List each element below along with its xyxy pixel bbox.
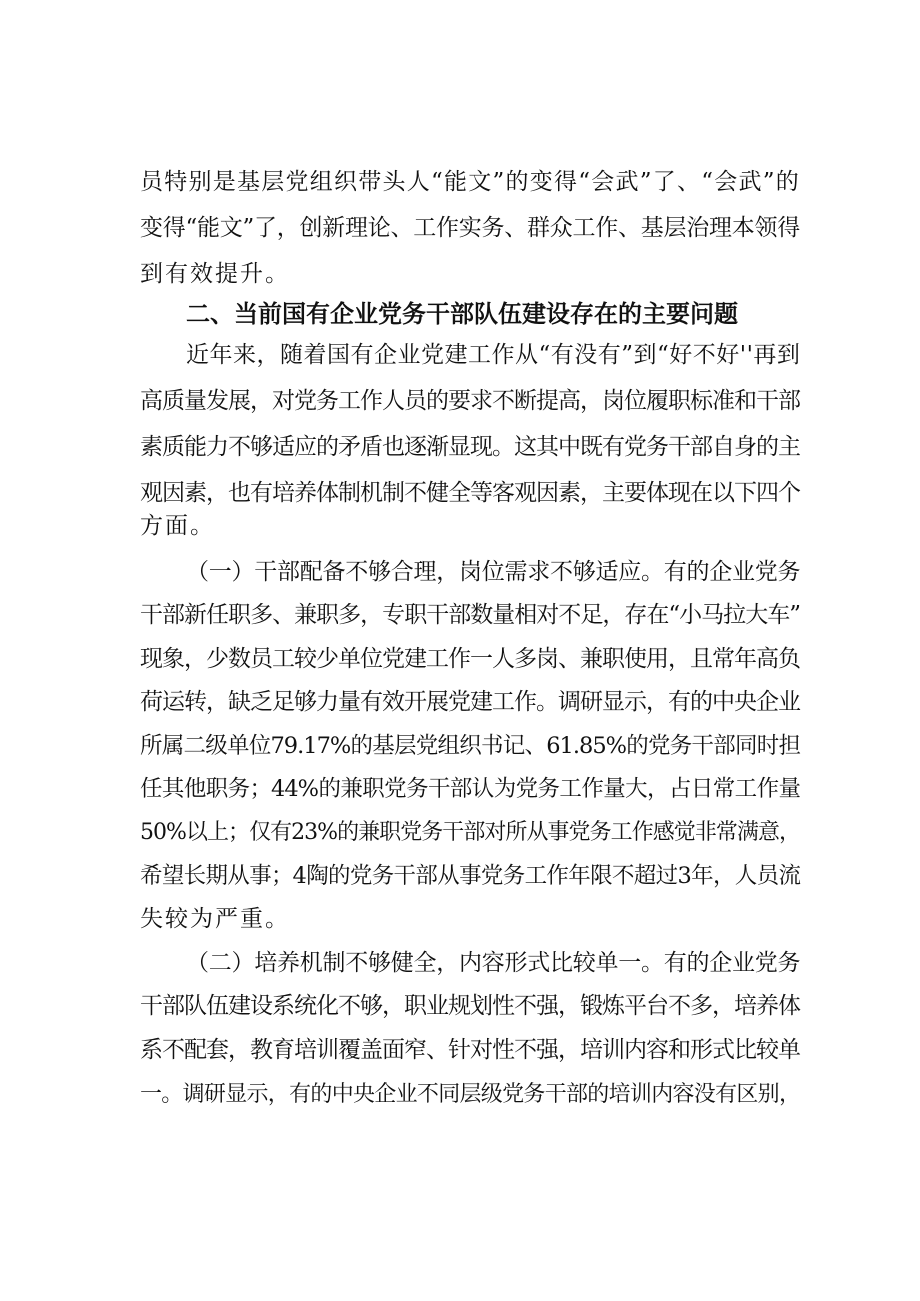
item-one-line-9: 失较为严重。 <box>140 906 290 932</box>
section-heading: 二、当前国有企业党务干部队伍建设存在的主要问题 <box>186 300 738 328</box>
item-one-line-8: 希望长期从事；4陶的党务干部从事党务工作年限不超过3年，人员流 <box>140 863 800 889</box>
intro-tail-line-1: 员特别是基层党组织带头人“能文”的变得“会武”了、“会武”的 <box>140 169 801 195</box>
overview-line-4: 观因素，也有培养体制机制不健全等客观因素，主要体现在以下四个 <box>140 480 800 506</box>
item-two-line-4: 一。调研显示，有的中央企业不同层级党务干部的培训内容没有区别， <box>140 1082 800 1107</box>
intro-tail-line-2: 变得“能文”了，创新理论、工作实务、群众工作、基层治理本领得 <box>140 215 801 241</box>
item-one-line-4: 荷运转，缺乏足够力量有效开展党建工作。调研显示，有的中央企业 <box>140 689 800 715</box>
item-two-line-2: 干部队伍建设系统化不够，职业规划性不强，锻炼平台不多，培养体 <box>140 993 800 1019</box>
overview-line-3: 素质能力不够适应的矛盾也逐渐显现。这其中既有党务干部自身的主 <box>140 434 800 460</box>
intro-tail-line-3: 到有效提升。 <box>140 261 290 287</box>
item-two-line-3: 系不配套，教育培训覆盖面窄、针对性不强，培训内容和形式比较单 <box>140 1037 800 1063</box>
overview-line-2: 高质量发展，对党务工作人员的要求不断提高，岗位履职标准和干部 <box>140 388 800 414</box>
item-two-line-1: （二）培养机制不够健全，内容形式比较单一。有的企业党务 <box>186 950 801 976</box>
item-one-line-2: 干部新任职多、兼职多，专职干部数量相对不足，存在“小马拉大车” <box>140 602 800 628</box>
item-one-line-1: （一）干部配备不够合理，岗位需求不够适应。有的企业党务 <box>186 559 801 585</box>
item-one-line-6: 任其他职务；44%的兼职党务干部认为党务工作量大，占日常工作量 <box>140 776 800 802</box>
overview-line-1: 近年来，随着国有企业党建工作从“有没有”到“好不好''再到 <box>186 342 801 368</box>
overview-line-5: 方面。 <box>140 513 215 539</box>
item-one-line-7: 50%以上；仅有23%的兼职党务干部对所从事党务工作感觉非常满意， <box>140 820 800 845</box>
item-one-line-3: 现象，少数员工较少单位党建工作一人多岗、兼职使用，且常年高负 <box>140 646 800 672</box>
item-one-line-5: 所属二级单位79.17%的基层党组织书记、61.85%的党务干部同时担 <box>140 733 800 759</box>
